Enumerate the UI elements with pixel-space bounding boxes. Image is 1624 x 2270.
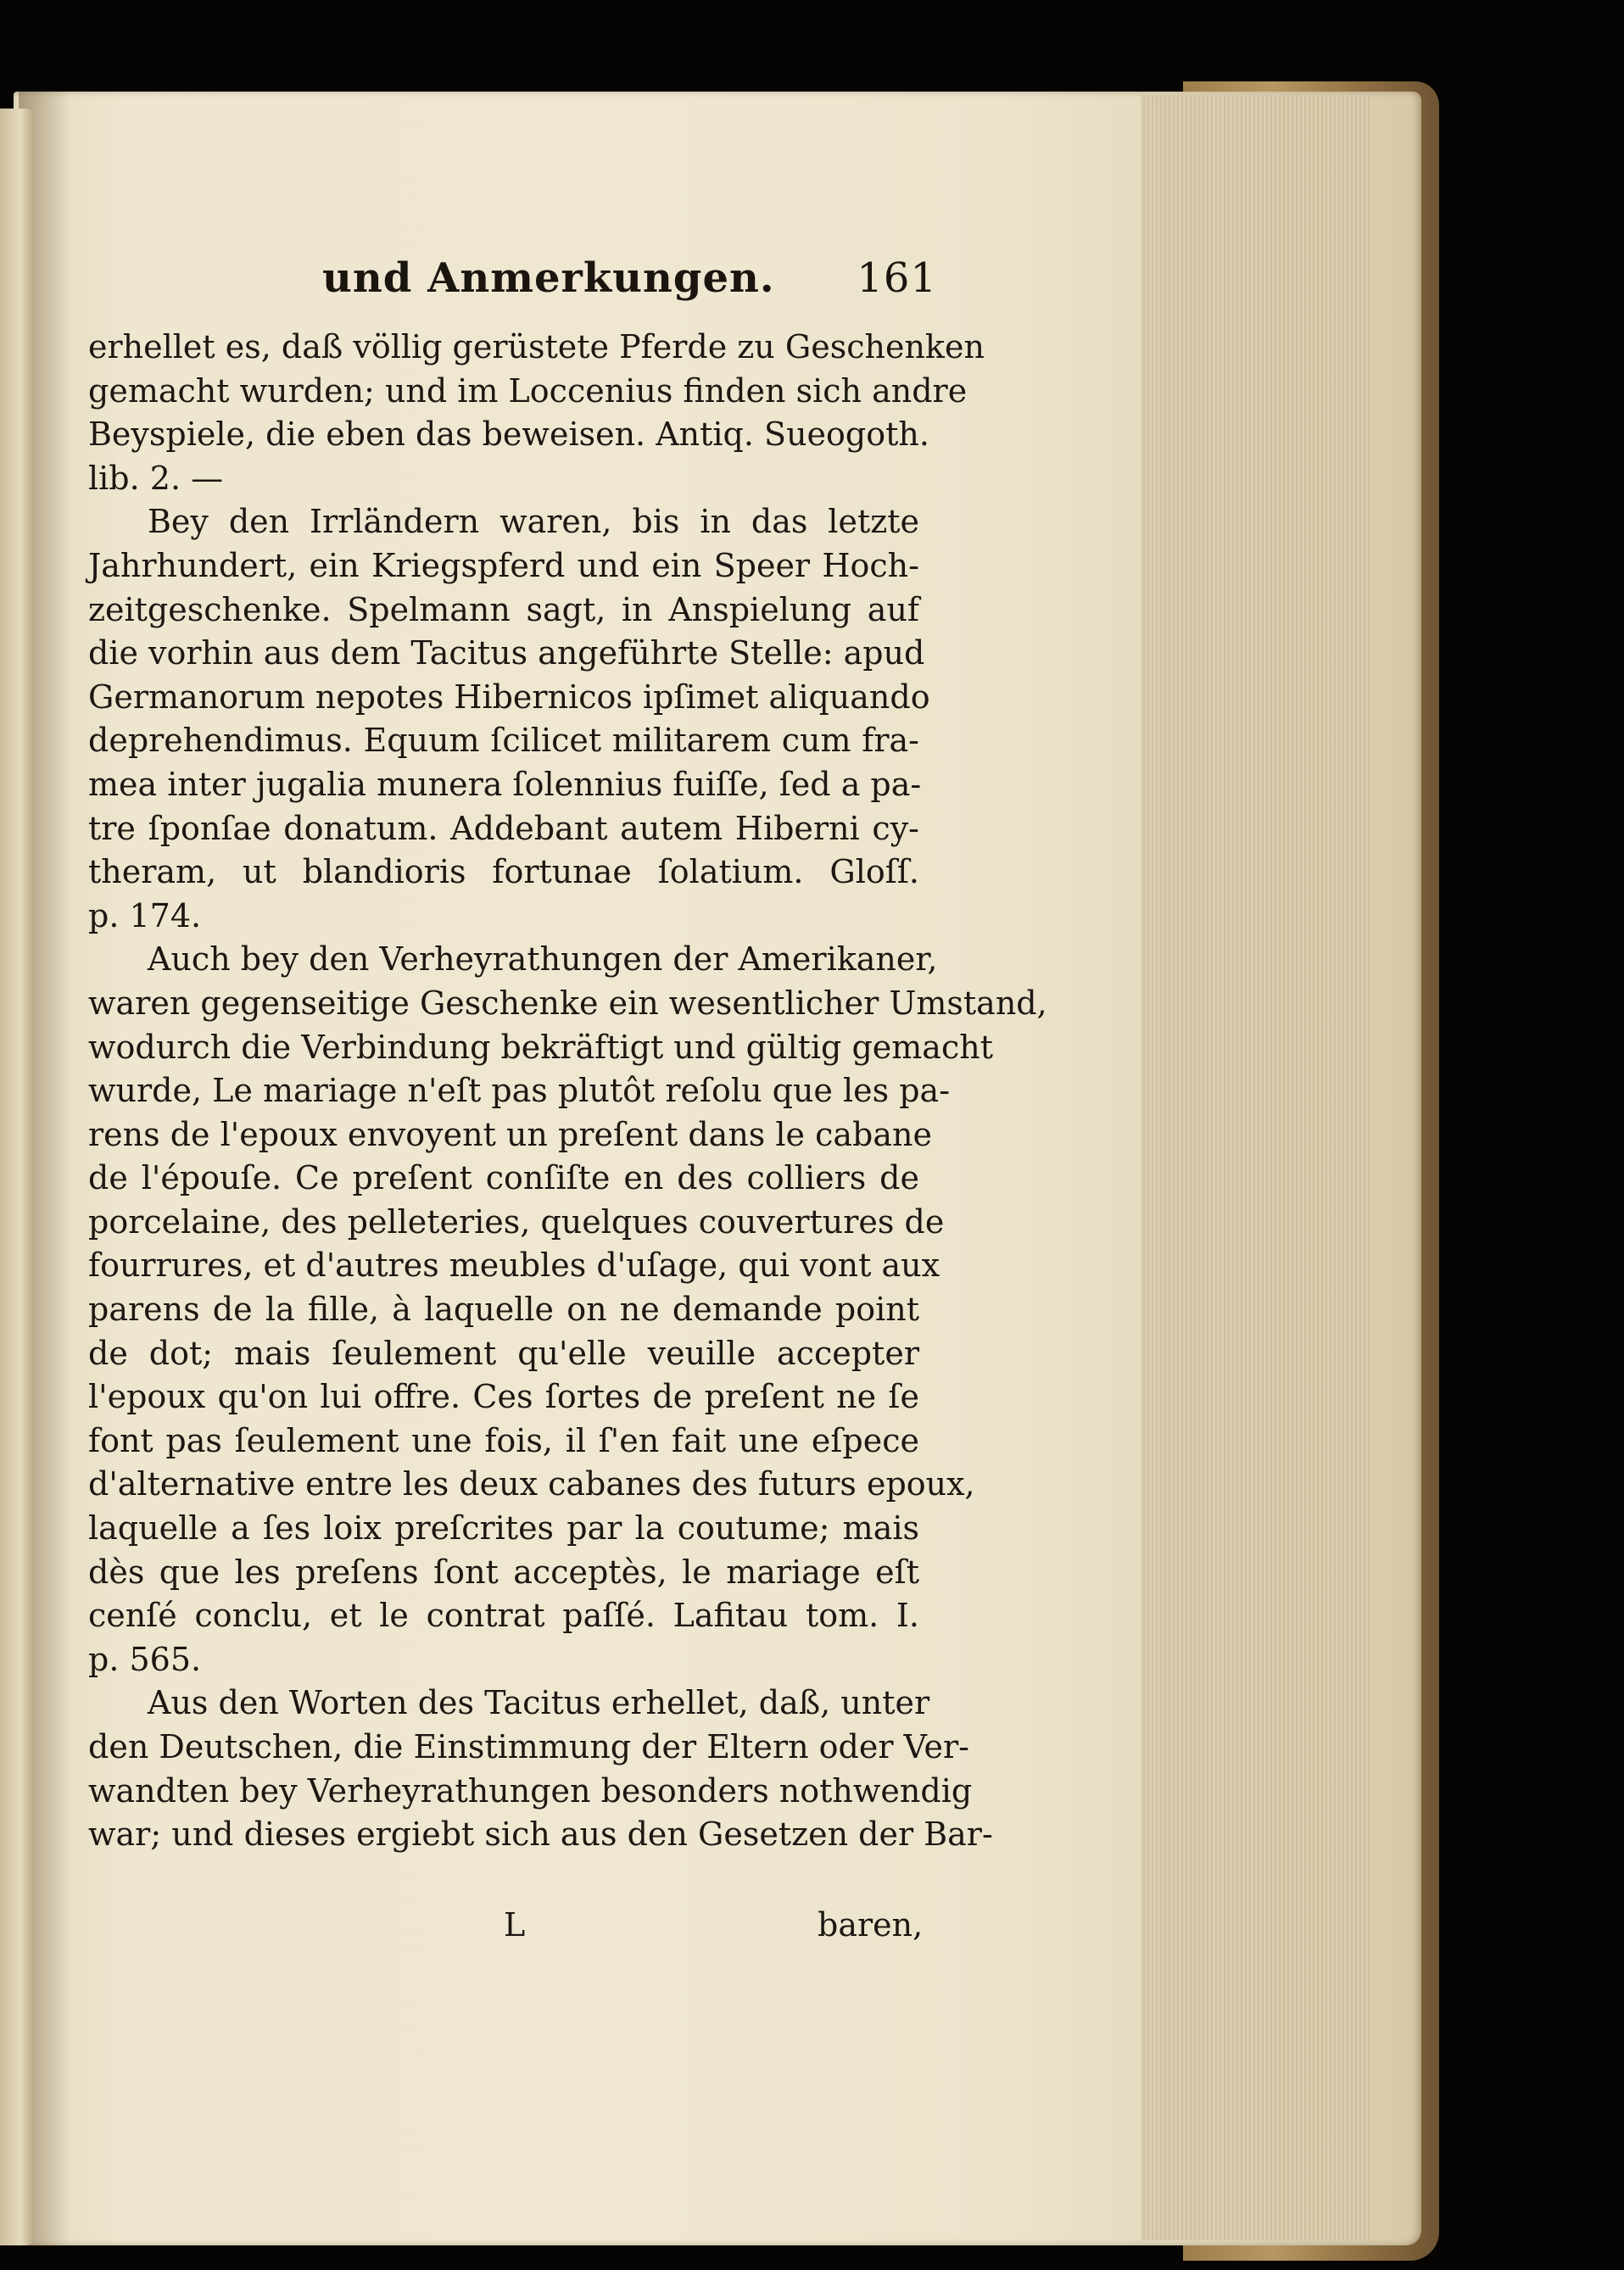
text-line: Aus den Worten des Tacitus erhellet, daß, unter (148, 1684, 930, 1722)
running-header (229, 251, 937, 312)
text-line: Jahrhundert, ein Kriegspferd und ein Speer Hoch- (88, 546, 919, 584)
text-line: wandten bey Verheyrathungen besonders nothwendig (88, 1771, 973, 1810)
text-line: de dot; mais ſeulement qu'elle veuille accepter (88, 1334, 919, 1372)
text-line: tre ſponſae donatum. Addebant autem Hiberni cy- (88, 809, 919, 847)
text-line: lib. 2. — (88, 459, 224, 497)
page-number: 161 (857, 254, 937, 302)
text-line: cenſé conclu, et le contrat paſſé. Lafitau tom. I. (88, 1597, 919, 1635)
text-line: l'epoux qu'on lui offre. Ces ſortes de preſent ne ſe (88, 1378, 919, 1416)
text-line: gemacht wurden; und im Loccenius finden sich andre (88, 371, 968, 410)
text-line: deprehendimus. Equum ſcilicet militarem cum fra- (88, 722, 919, 760)
text-line: d'alternative entre les deux cabanes des futurs epoux, (88, 1465, 975, 1503)
previous-page-edge (0, 109, 34, 2245)
body-text (88, 326, 1047, 1857)
text-line: p. 174. (88, 896, 202, 934)
text-line: p. 565. (88, 1640, 202, 1678)
page-fore-edge (1141, 95, 1370, 2240)
text-line: porcelaine, des pelleteries, quelques couvertures de (88, 1202, 945, 1241)
text-line: parens de la fille, à laquelle on ne demande point (88, 1291, 919, 1329)
text-line: wodurch die Verbindung bekräftigt und gültig gemacht (88, 1028, 993, 1066)
text-line: mea inter jugalia munera ſolennius fuiſſe, ſed a pa- (88, 765, 922, 803)
text-line: Germanorum nepotes Hibernicos ipſimet aliquando (88, 678, 930, 716)
text-line: font pas ſeulement une fois, il ſ'en fait une eſpece (88, 1421, 919, 1459)
signature-mark: L (504, 1906, 526, 1944)
text-line: Auch bey den Verheyrathungen der Amerikaner, (148, 940, 938, 979)
catchword: baren, (818, 1906, 924, 1944)
text-line: Bey den Irrländern waren, bis in das letzte (148, 503, 919, 541)
text-line: zeitgeschenke. Spelmann sagt, in Anspielung auf (88, 590, 919, 628)
text-line: den Deutschen, die Einstimmung der Eltern oder Ver- (88, 1728, 970, 1765)
running-title: und Anmerkungen. (322, 254, 775, 302)
text-line: war; und dieses ergiebt sich aus den Gesetzen der Bar- (88, 1815, 993, 1854)
text-line: die vorhin aus dem Tacitus angeführte Stelle: apud (88, 634, 925, 672)
text-line: erhellet es, daß völlig gerüstete Pferde zu Geschenken (88, 328, 985, 365)
text-line: de l'épouſe. Ce preſent conſiſte en des colliers de (88, 1159, 919, 1197)
text-line: fourrures, et d'autres meubles d'uſage, qui vont aux (88, 1247, 940, 1285)
text-line: dès que les preſens ſont acceptès, le mariage eſt (88, 1553, 919, 1591)
text-line: theram, ut blandioris fortunae ſolatium. Gloſſ. (88, 853, 919, 891)
text-line: waren gegenseitige Geschenke ein wesentlicher Umstand, (88, 984, 1047, 1022)
text-line: Beyspiele, die eben das beweisen. Antiq. Sueogoth. (88, 416, 929, 454)
text-line: wurde, Le mariage n'eſt pas plutôt reſolu que les pa- (88, 1072, 951, 1110)
text-line: rens de l'epoux envoyent un preſent dans le cabane (88, 1115, 932, 1153)
text-line: laquelle a ſes loix preſcrites par la coutume; mais (88, 1509, 919, 1548)
